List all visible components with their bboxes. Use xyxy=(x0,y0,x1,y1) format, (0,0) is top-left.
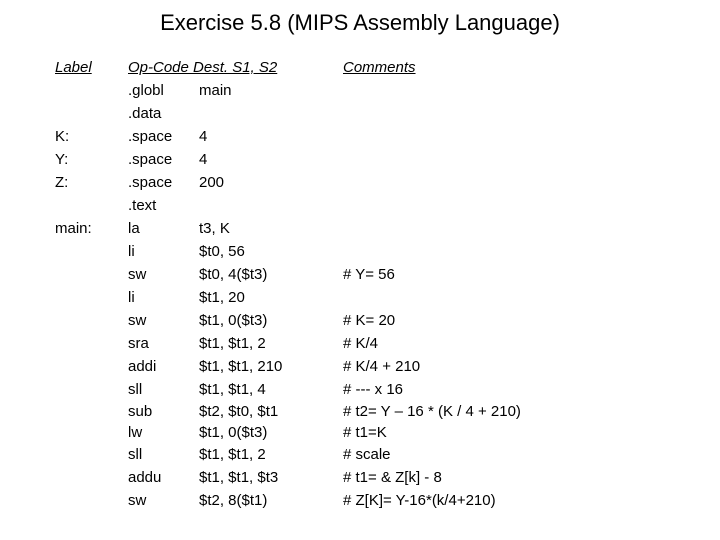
comment-cell xyxy=(343,125,521,148)
comments-header: Comments xyxy=(343,59,416,76)
comment-cell xyxy=(343,102,521,125)
operands-cell: 200 xyxy=(199,174,225,191)
operands-cell xyxy=(199,102,282,125)
comment-cell: # --- x 16 xyxy=(343,381,404,398)
opcode-cell: sw xyxy=(128,492,147,509)
opcode-dest-header: Op-Code Dest. S1, S2 xyxy=(128,59,278,76)
opcode-cell: la xyxy=(128,220,140,237)
operands-cell: $t1, $t1, 210 xyxy=(199,358,283,375)
comment-cell xyxy=(343,194,521,217)
operands-cell: $t0, 56 xyxy=(199,243,245,260)
operands-column xyxy=(199,56,282,512)
operands-cell: 4 xyxy=(199,128,208,145)
comment-cell: # K/4 + 210 xyxy=(343,358,421,375)
comment-cell xyxy=(343,171,521,194)
page-title: Exercise 5.8 (MIPS Assembly Language) xyxy=(160,10,560,35)
operands-cell: $t1, 20 xyxy=(199,289,245,306)
label-cell xyxy=(55,79,92,102)
opcode-cell: .space xyxy=(128,174,173,191)
label-cell: Y: xyxy=(55,151,69,168)
opcode-cell: li xyxy=(128,289,135,306)
operands-cell xyxy=(199,194,282,217)
label-cell xyxy=(55,194,92,217)
comments-column xyxy=(343,56,521,512)
opcode-cell: sll xyxy=(128,446,143,463)
operands-cell: $t2, $t0, $t1 xyxy=(199,403,279,420)
label-column xyxy=(55,56,92,240)
operands-spacer xyxy=(199,56,282,79)
opcode-cell: sll xyxy=(128,381,143,398)
opcode-cell: addi xyxy=(128,358,157,375)
opcode-cell: li xyxy=(128,243,135,260)
operands-cell: $t1, $t1, 2 xyxy=(199,446,266,463)
operands-cell: $t1, 0($t3) xyxy=(199,312,268,329)
comment-cell xyxy=(343,148,521,171)
comment-cell: # Y= 56 xyxy=(343,266,395,283)
comment-cell xyxy=(343,79,521,102)
operands-cell: $t1, $t1, 2 xyxy=(199,335,266,352)
comment-cell: # scale xyxy=(343,446,391,463)
operands-cell: $t1, $t1, $t3 xyxy=(199,469,279,486)
label-cell: Z: xyxy=(55,174,69,191)
opcode-column xyxy=(128,56,172,512)
operands-cell: t3, K xyxy=(199,220,230,237)
comment-cell xyxy=(343,240,521,263)
comment-cell: # t1=K xyxy=(343,424,387,441)
operands-cell: $t1, 0($t3) xyxy=(199,424,268,441)
opcode-cell: .globl xyxy=(128,82,164,99)
label-header: Label xyxy=(55,59,92,76)
label-cell: K: xyxy=(55,128,70,145)
opcode-cell: .data xyxy=(128,105,162,122)
opcode-cell: .space xyxy=(128,151,173,168)
comment-cell: # t1= & Z[k] - 8 xyxy=(343,469,442,486)
operands-cell: $t0, 4($t3) xyxy=(199,266,268,283)
opcode-cell: addu xyxy=(128,469,162,486)
opcode-cell: sra xyxy=(128,335,149,352)
label-cell: main: xyxy=(55,220,92,237)
comment-cell: # K= 20 xyxy=(343,312,396,329)
opcode-cell: sub xyxy=(128,403,153,420)
comment-cell xyxy=(343,286,521,309)
opcode-cell: .text xyxy=(128,197,157,214)
opcode-cell: sw xyxy=(128,266,147,283)
opcode-cell: lw xyxy=(128,424,143,441)
comment-cell: # Z[K]= Y-16*(k/4+210) xyxy=(343,492,496,509)
operands-cell: $t1, $t1, 4 xyxy=(199,381,266,398)
comment-cell: # K/4 xyxy=(343,335,379,352)
comment-cell xyxy=(343,217,521,240)
operands-cell: 4 xyxy=(199,151,208,168)
label-cell xyxy=(55,102,92,125)
comment-cell: # t2= Y – 16 * (K / 4 + 210) xyxy=(343,403,521,420)
operands-cell: $t2, 8($t1) xyxy=(199,492,268,509)
opcode-cell: sw xyxy=(128,312,147,329)
opcode-cell: .space xyxy=(128,128,173,145)
opcode-spacer xyxy=(128,56,172,79)
operands-cell: main xyxy=(199,82,232,99)
